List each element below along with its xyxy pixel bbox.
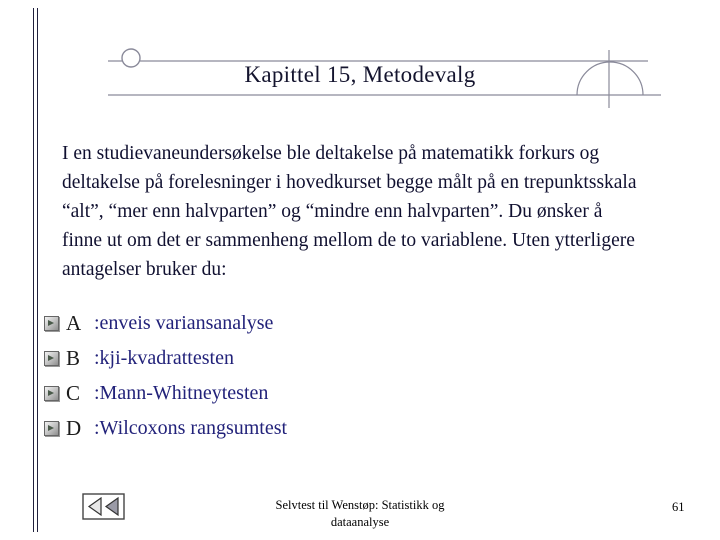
option-bullet-icon [44,386,59,401]
option-row-d[interactable] [44,411,644,446]
page-number: 61 [672,500,685,514]
option-row-b[interactable] [44,341,644,376]
option-row-c[interactable] [44,376,644,411]
slide-title: Kapittel 15, Metodevalg [244,62,476,87]
nav-buttons[interactable] [82,493,126,521]
option-text: :kji-kvadrattesten [94,347,234,369]
question-text: I en studievaneundersøkelse ble deltakelse på matematikk forkurs og deltakelse på forelesninger i hovedkurset begge målt på en trepunktsskala “alt”, “mer enn halvparten” og “mindre enn halvparten”. Du ønsker å finne ut om det er sammenheng mellom de to variablene. Uten ytterligere antagelser bruker du: [62,142,637,280]
options-list [44,306,644,446]
option-text: :Wilcoxons rangsumtest [94,417,288,439]
option-letter: B [66,346,81,370]
option-letter: C [66,381,81,405]
option-letter: D [66,416,82,440]
option-bullet-icon [44,351,59,366]
option-letter: A [66,311,82,335]
option-row-a[interactable] [44,306,644,341]
footer-text: Selvtest til Wenstøp: Statistikk og dataanalyse [275,498,445,529]
option-text: :enveis variansanalyse [94,312,274,334]
option-text: :Mann-Whitneytesten [94,382,269,404]
option-bullet-icon [44,316,59,331]
option-bullet-icon [44,421,59,436]
